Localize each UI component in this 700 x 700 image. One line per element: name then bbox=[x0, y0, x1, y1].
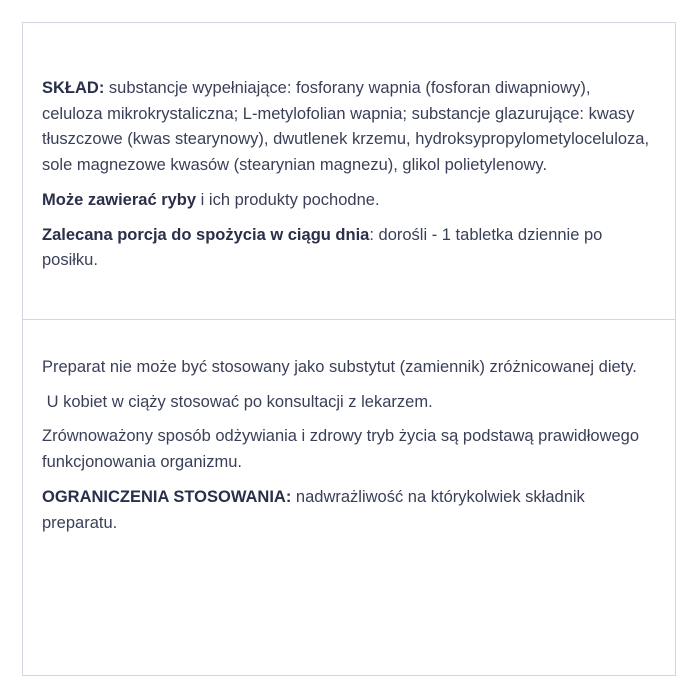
section-divider bbox=[23, 319, 675, 320]
warnings-section bbox=[42, 355, 655, 545]
limitations-text: nadwrażliwość na którykolwiek składnik preparatu. bbox=[42, 487, 585, 532]
composition-paragraph bbox=[42, 76, 655, 179]
lifestyle-note: Zrównoważony sposób odżywiania i zdrowy tryb życia są podstawą prawidłowego funkcjonowania organizmu. bbox=[42, 427, 640, 472]
pregnancy-note: U kobiet w ciąży stosować po konsultacji z lekarzem. bbox=[42, 392, 433, 411]
limitations-label: OGRANICZENIA STOSOWANIA: bbox=[42, 487, 292, 506]
composition-text: substancje wypełniające: fosforany wapnia (fosforan diwapniowy), celuloza mikrokrystaliczna; L-metylofolian wapnia; substancje glazurujące: kwasy tłuszczowe (kwas stearynowy), dwutlenek krzemu, hydroksypropylometyloceluloza, sole magnezowe kwasów (stearynian magnezu), glikol polietylenowy. bbox=[42, 79, 650, 175]
diet-warning: Preparat nie może być stosowany jako substytut (zamiennik) zróżnicowanej diety. bbox=[42, 358, 637, 376]
allergen-text: i ich produkty pochodne. bbox=[196, 190, 380, 209]
dosage-label: Zalecana porcja do spożycia w ciągu dnia bbox=[42, 225, 370, 244]
limitations-paragraph bbox=[42, 485, 655, 536]
label-frame bbox=[22, 22, 676, 676]
dosage-paragraph bbox=[42, 223, 655, 274]
allergen-paragraph bbox=[42, 188, 655, 214]
dosage-text: : dorośli - 1 tabletka dziennie po posiłku. bbox=[42, 225, 603, 270]
allergen-label: Może zawierać ryby bbox=[42, 190, 197, 209]
composition-section bbox=[42, 76, 655, 283]
composition-label: SKŁAD: bbox=[42, 79, 105, 97]
